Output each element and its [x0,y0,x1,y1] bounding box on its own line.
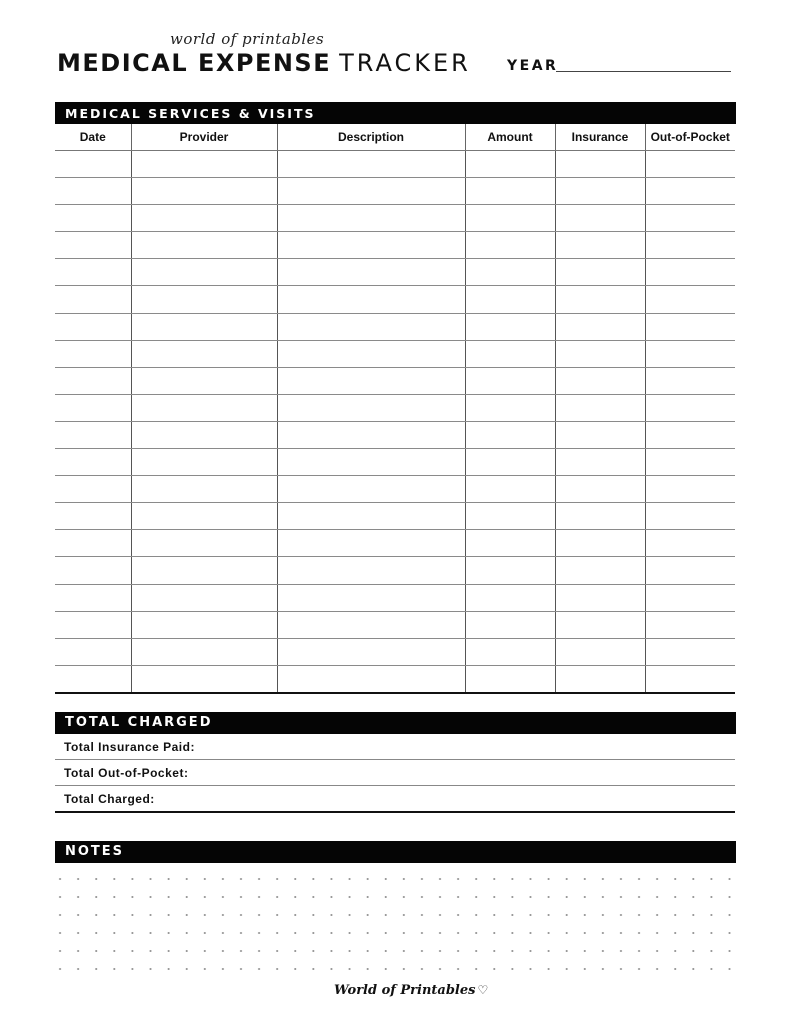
table-row [55,178,735,205]
cell-out-of-pocket[interactable] [645,232,735,259]
cell-out-of-pocket[interactable] [645,205,735,232]
cell-out-of-pocket[interactable] [645,503,735,530]
cell-out-of-pocket[interactable] [645,259,735,286]
section-header-totals: TOTAL CHARGED [55,712,736,734]
cell-out-of-pocket[interactable] [645,665,735,693]
title-bold: MEDICAL EXPENSE [57,49,332,77]
cell-description[interactable] [277,205,465,232]
cell-provider[interactable] [131,340,277,367]
cell-amount[interactable] [465,503,555,530]
cell-amount[interactable] [465,611,555,638]
cell-provider[interactable] [131,530,277,557]
cell-description[interactable] [277,638,465,665]
cell-date[interactable] [55,394,131,421]
table-row [55,286,735,313]
cell-insurance[interactable] [555,665,645,693]
cell-provider[interactable] [131,503,277,530]
cell-date[interactable] [55,205,131,232]
cell-description[interactable] [277,259,465,286]
cell-date[interactable] [55,286,131,313]
cell-insurance[interactable] [555,313,645,340]
cell-description[interactable] [277,178,465,205]
cell-insurance[interactable] [555,367,645,394]
cell-date[interactable] [55,340,131,367]
cell-date[interactable] [55,611,131,638]
cell-date[interactable] [55,313,131,340]
cell-amount[interactable] [465,394,555,421]
cell-provider[interactable] [131,205,277,232]
cell-date[interactable] [55,178,131,205]
cell-insurance[interactable] [555,178,645,205]
cell-description[interactable] [277,313,465,340]
table-row [55,367,735,394]
year-input-line[interactable] [556,71,731,72]
cell-amount[interactable] [465,313,555,340]
cell-amount[interactable] [465,476,555,503]
total-charged[interactable]: Total Charged: [55,786,735,813]
cell-out-of-pocket[interactable] [645,476,735,503]
cell-provider[interactable] [131,421,277,448]
cell-description[interactable] [277,340,465,367]
cell-provider[interactable] [131,584,277,611]
cell-out-of-pocket[interactable] [645,638,735,665]
table-row [55,557,735,584]
cell-out-of-pocket[interactable] [645,340,735,367]
cell-out-of-pocket[interactable] [645,394,735,421]
cell-insurance[interactable] [555,557,645,584]
table-row [55,394,735,421]
cell-provider[interactable] [131,665,277,693]
cell-date[interactable] [55,530,131,557]
cell-amount[interactable] [465,638,555,665]
cell-amount[interactable] [465,584,555,611]
col-header-description: Description [277,124,465,151]
cell-description[interactable] [277,584,465,611]
cell-description[interactable] [277,286,465,313]
table-row [55,340,735,367]
cell-amount[interactable] [465,421,555,448]
cell-provider[interactable] [131,367,277,394]
table-row [55,665,735,693]
cell-date[interactable] [55,665,131,693]
cell-amount[interactable] [465,530,555,557]
cell-description[interactable] [277,530,465,557]
cell-description[interactable] [277,503,465,530]
cell-amount[interactable] [465,286,555,313]
cell-amount[interactable] [465,665,555,693]
cell-description[interactable] [277,421,465,448]
cell-provider[interactable] [131,313,277,340]
cell-date[interactable] [55,232,131,259]
title-light: TRACKER [339,49,471,77]
table-row [55,313,735,340]
cell-provider[interactable] [131,557,277,584]
cell-description[interactable] [277,232,465,259]
cell-insurance[interactable] [555,259,645,286]
col-header-amount: Amount [465,124,555,151]
cell-date[interactable] [55,421,131,448]
cell-out-of-pocket[interactable] [645,286,735,313]
cell-out-of-pocket[interactable] [645,530,735,557]
cell-insurance[interactable] [555,394,645,421]
cell-description[interactable] [277,665,465,693]
footer-brand-text: World of Printables [334,983,476,998]
table-row [55,259,735,286]
table-row [55,530,735,557]
table-row [55,205,735,232]
cell-amount[interactable] [465,367,555,394]
cell-description[interactable] [277,367,465,394]
cell-description[interactable] [277,476,465,503]
year-label: YEAR [507,58,559,74]
cell-provider[interactable] [131,476,277,503]
col-header-date: Date [55,124,131,151]
table-row [55,503,735,530]
cell-date[interactable] [55,151,131,178]
col-header-provider: Provider [131,124,277,151]
cell-insurance[interactable] [555,638,645,665]
cell-amount[interactable] [465,259,555,286]
cell-provider[interactable] [131,449,277,476]
cell-provider[interactable] [131,611,277,638]
cell-description[interactable] [277,611,465,638]
cell-date[interactable] [55,449,131,476]
cell-amount[interactable] [465,205,555,232]
table-row [55,232,735,259]
total-out-of-pocket[interactable]: Total Out-of-Pocket: [55,760,735,786]
cell-provider[interactable] [131,178,277,205]
notes-dot-grid[interactable] [55,870,740,975]
cell-insurance[interactable] [555,421,645,448]
cell-amount[interactable] [465,151,555,178]
cell-provider[interactable] [131,394,277,421]
section-header-notes: NOTES [55,841,736,863]
cell-amount[interactable] [465,340,555,367]
cell-date[interactable] [55,638,131,665]
col-header-out-of-pocket: Out-of-Pocket [645,124,735,151]
table-row [55,421,735,448]
cell-insurance[interactable] [555,530,645,557]
cell-amount[interactable] [465,449,555,476]
cell-date[interactable] [55,584,131,611]
table-row [55,584,735,611]
col-header-insurance: Insurance [555,124,645,151]
heart-icon: ♡ [477,983,489,997]
totals-block [55,734,735,813]
cell-insurance[interactable] [555,151,645,178]
cell-provider[interactable] [131,151,277,178]
cell-date[interactable] [55,557,131,584]
cell-out-of-pocket[interactable] [645,151,735,178]
cell-out-of-pocket[interactable] [645,449,735,476]
cell-amount[interactable] [465,557,555,584]
cell-out-of-pocket[interactable] [645,313,735,340]
cell-description[interactable] [277,394,465,421]
cell-insurance[interactable] [555,476,645,503]
cell-insurance[interactable] [555,340,645,367]
cell-insurance[interactable] [555,232,645,259]
cell-description[interactable] [277,151,465,178]
table-row [55,611,735,638]
section-header-services: MEDICAL SERVICES & VISITS [55,102,736,124]
table-row [55,151,735,178]
cell-description[interactable] [277,557,465,584]
cell-out-of-pocket[interactable] [645,421,735,448]
cell-insurance[interactable] [555,449,645,476]
cell-date[interactable] [55,476,131,503]
cell-out-of-pocket[interactable] [645,611,735,638]
cell-date[interactable] [55,259,131,286]
cell-insurance[interactable] [555,205,645,232]
table-row [55,449,735,476]
cell-amount[interactable] [465,232,555,259]
cell-date[interactable] [55,367,131,394]
table-row [55,638,735,665]
cell-out-of-pocket[interactable] [645,557,735,584]
cell-provider[interactable] [131,638,277,665]
cell-date[interactable] [55,503,131,530]
cell-provider[interactable] [131,286,277,313]
cell-insurance[interactable] [555,611,645,638]
cell-amount[interactable] [465,178,555,205]
cell-insurance[interactable] [555,286,645,313]
brand-script-logo: world of printables [170,30,325,48]
cell-description[interactable] [277,449,465,476]
cell-insurance[interactable] [555,503,645,530]
cell-provider[interactable] [131,259,277,286]
footer-brand [334,983,488,998]
total-insurance-paid[interactable]: Total Insurance Paid: [55,734,735,760]
table-header-row [55,124,735,151]
cell-out-of-pocket[interactable] [645,178,735,205]
cell-insurance[interactable] [555,584,645,611]
cell-out-of-pocket[interactable] [645,584,735,611]
cell-provider[interactable] [131,232,277,259]
services-table [55,124,735,694]
table-row [55,476,735,503]
page-title [57,48,471,78]
cell-out-of-pocket[interactable] [645,367,735,394]
